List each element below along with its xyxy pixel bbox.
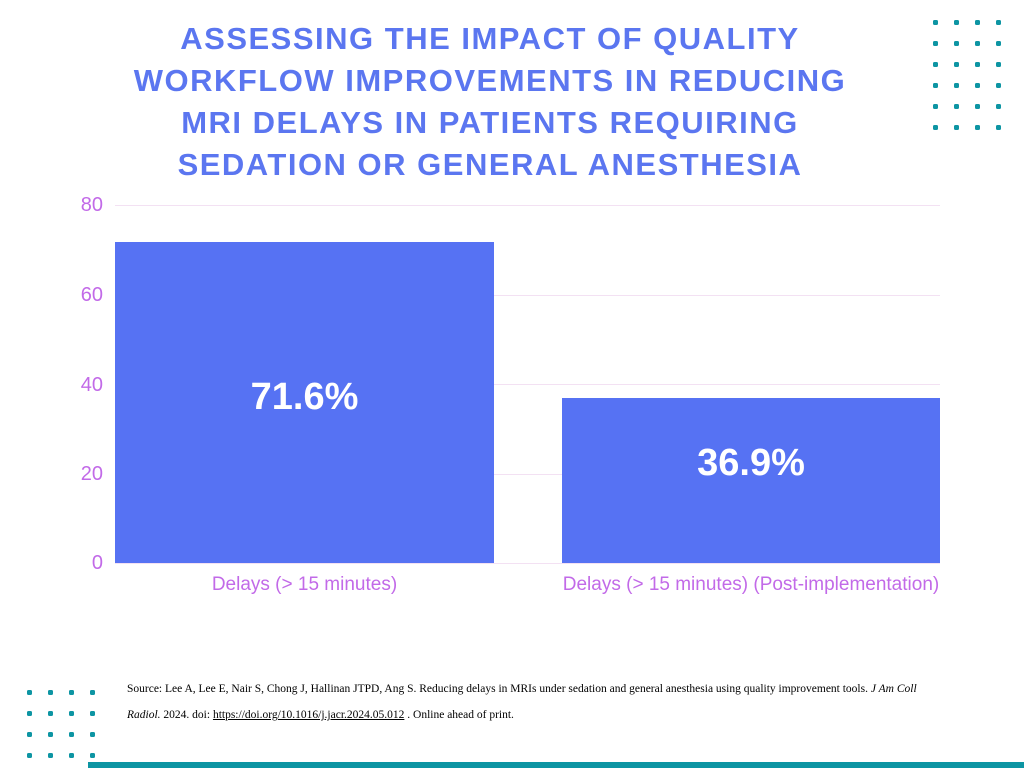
- teal-dot: [90, 732, 95, 737]
- teal-dot: [933, 104, 938, 109]
- teal-dot: [69, 753, 74, 758]
- teal-dot: [975, 41, 980, 46]
- teal-dot: [996, 104, 1001, 109]
- title-line: SEDATION OR GENERAL ANESTHESIA: [177, 147, 803, 182]
- journal-name-part-2: Radiol.: [127, 709, 161, 721]
- y-axis-tick-20: 20: [80, 463, 103, 485]
- bar-value-label: 71.6%: [250, 376, 359, 418]
- title-line: ASSESSING THE IMPACT OF QUALITY: [180, 21, 800, 56]
- teal-dot: [48, 711, 53, 716]
- teal-dot: [69, 690, 74, 695]
- teal-dot: [933, 62, 938, 67]
- doi-link[interactable]: https://doi.org/10.1016/j.jacr.2024.05.012: [212, 709, 405, 721]
- teal-dot: [996, 41, 1001, 46]
- teal-dot: [975, 104, 980, 109]
- poster-title: [70, 18, 910, 186]
- teal-dot: [954, 20, 959, 25]
- teal-dot: [90, 711, 95, 716]
- teal-dot: [933, 20, 938, 25]
- teal-dot: [933, 83, 938, 88]
- y-axis-tick-60: 60: [80, 284, 103, 306]
- bar-chart-plot-area: [115, 205, 940, 563]
- source-text: . Online ahead of print.: [404, 709, 514, 721]
- y-axis-tick-40: 40: [80, 374, 103, 396]
- teal-dot: [996, 83, 1001, 88]
- bottom-accent-bar: [88, 762, 1024, 768]
- teal-dot: [954, 104, 959, 109]
- y-axis-tick-80: 80: [80, 194, 103, 216]
- x-axis-label-post: Delays (> 15 minutes) (Post-implementation): [562, 574, 940, 595]
- y-axis-tick-0: 0: [91, 552, 103, 574]
- teal-dot: [27, 690, 32, 695]
- teal-dot: [954, 62, 959, 67]
- dot-grid-decoration-bottom-left: [27, 690, 95, 758]
- source-citation: [127, 681, 997, 723]
- teal-dot: [975, 125, 980, 130]
- gridline-80: [115, 205, 940, 206]
- gridline-0: [115, 563, 940, 564]
- teal-dot: [90, 753, 95, 758]
- teal-dot: [996, 62, 1001, 67]
- teal-dot: [996, 20, 1001, 25]
- teal-dot: [996, 125, 1001, 130]
- teal-dot: [954, 41, 959, 46]
- teal-dot: [69, 711, 74, 716]
- bar-delays-post-implementation: [562, 398, 940, 563]
- teal-dot: [69, 732, 74, 737]
- teal-dot: [933, 125, 938, 130]
- teal-dot: [48, 690, 53, 695]
- teal-dot: [975, 83, 980, 88]
- teal-dot: [975, 62, 980, 67]
- teal-dot: [48, 732, 53, 737]
- teal-dot: [48, 753, 53, 758]
- title-line: WORKFLOW IMPROVEMENTS IN REDUCING: [133, 63, 847, 98]
- teal-dot: [954, 83, 959, 88]
- source-text: 2024. doi:: [160, 709, 213, 721]
- teal-dot: [975, 20, 980, 25]
- teal-dot: [90, 690, 95, 695]
- teal-dot: [27, 711, 32, 716]
- teal-dot: [933, 41, 938, 46]
- journal-name-part-1: J Am Coll: [870, 683, 917, 695]
- bar-delays-pre-implementation: [115, 242, 494, 563]
- teal-dot: [954, 125, 959, 130]
- source-line-1: [127, 681, 997, 697]
- teal-dot: [27, 753, 32, 758]
- source-text: Source: Lee A, Lee E, Nair S, Chong J, Hallinan JTPD, Ang S. Reducing delays in MRIs under sedation and general anesthesia using quality improvement tools.: [127, 683, 871, 695]
- teal-dot: [27, 732, 32, 737]
- source-line-2: [127, 707, 997, 723]
- x-axis-label-pre: Delays (> 15 minutes): [211, 574, 398, 595]
- dot-grid-decoration-top-right: [933, 20, 1001, 130]
- title-line: MRI DELAYS IN PATIENTS REQUIRING: [181, 105, 799, 140]
- bar-value-label: 36.9%: [697, 442, 805, 484]
